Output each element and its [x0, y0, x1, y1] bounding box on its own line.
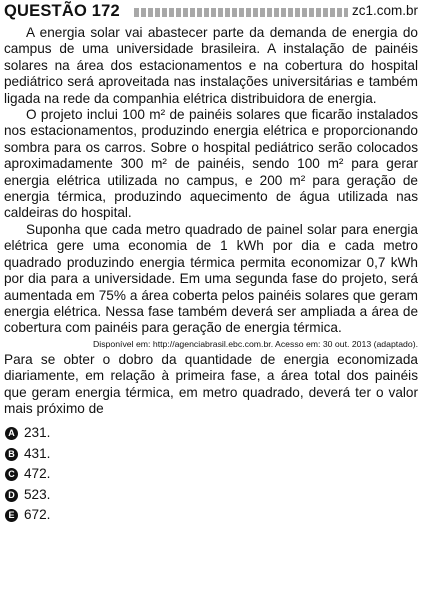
- answer-options: [4, 423, 418, 526]
- source-citation: Disponível em: http://agenciabrasil.ebc.com.br. Acesso em: 30 out. 2013 (adaptado).: [93, 338, 418, 349]
- paragraph-3: Suponha que cada metro quadrado de painel solar para energia elétrica gere uma economia de 1 kWh por dia e cada metro quadrado produzindo energia térmica permita economizar 0,7 kWh por dia para a universidade. Em uma segunda fase do projeto, será aumentada em 75% a área coberta pelos painéis solares que geram energia elétrica. Nessa fase também deverá ser ampliada a área de cobertura com painéis para geração de energia térmica.: [4, 221, 418, 336]
- option-b-text: 431.: [24, 445, 51, 461]
- option-c[interactable]: [4, 464, 418, 485]
- site-label: zc1.com.br: [351, 3, 418, 18]
- question-header: [4, 2, 418, 22]
- option-a-letter-icon: A: [5, 427, 18, 440]
- option-e[interactable]: [4, 505, 418, 526]
- question-title: QUESTÃO 172: [4, 2, 120, 20]
- option-d-letter-icon: D: [5, 489, 18, 502]
- option-a[interactable]: [4, 423, 418, 444]
- option-b-letter-icon: B: [5, 448, 18, 461]
- header-stripe-decoration: [134, 8, 348, 17]
- option-b[interactable]: [4, 444, 418, 465]
- paragraph-1: A energia solar vai abastecer parte da demanda de energia do campus de uma universidade brasileira. A instalação de painéis solares na área dos estacionamentos e na cobertura do hospital pediátrico será aproveitada nas instalações universitárias e também ligada na rede da companhia elétrica distribuidora de energia.: [4, 25, 418, 106]
- question-prompt: Para se obter o dobro da quantidade de energia economizada diariamente, em relação à primeira fase, a área total dos painéis que geram energia térmica, em metro quadrado, deverá ter o valor mais próximo de: [4, 351, 418, 416]
- option-e-text: 672.: [24, 507, 51, 523]
- question-body: [4, 25, 418, 526]
- option-d-text: 523.: [24, 486, 51, 502]
- option-d[interactable]: [4, 485, 418, 506]
- option-c-text: 472.: [24, 466, 51, 482]
- option-e-letter-icon: E: [5, 509, 18, 522]
- option-c-letter-icon: C: [5, 468, 18, 481]
- paragraph-2: O projeto inclui 100 m² de painéis solares que ficarão instalados nos estacionamentos, produzindo energia elétrica e proporcionando sombra para os carros. Sobre o hospital pediátrico serão colocados aproximadamente 300 m² de painéis, sendo 100 m² para gerar energia elétrica utilizada no campus, e 200 m² para geração de energia térmica, produzindo aquecimento de água utilizada nas caldeiras do hospital.: [4, 107, 418, 221]
- option-a-text: 231.: [24, 425, 51, 441]
